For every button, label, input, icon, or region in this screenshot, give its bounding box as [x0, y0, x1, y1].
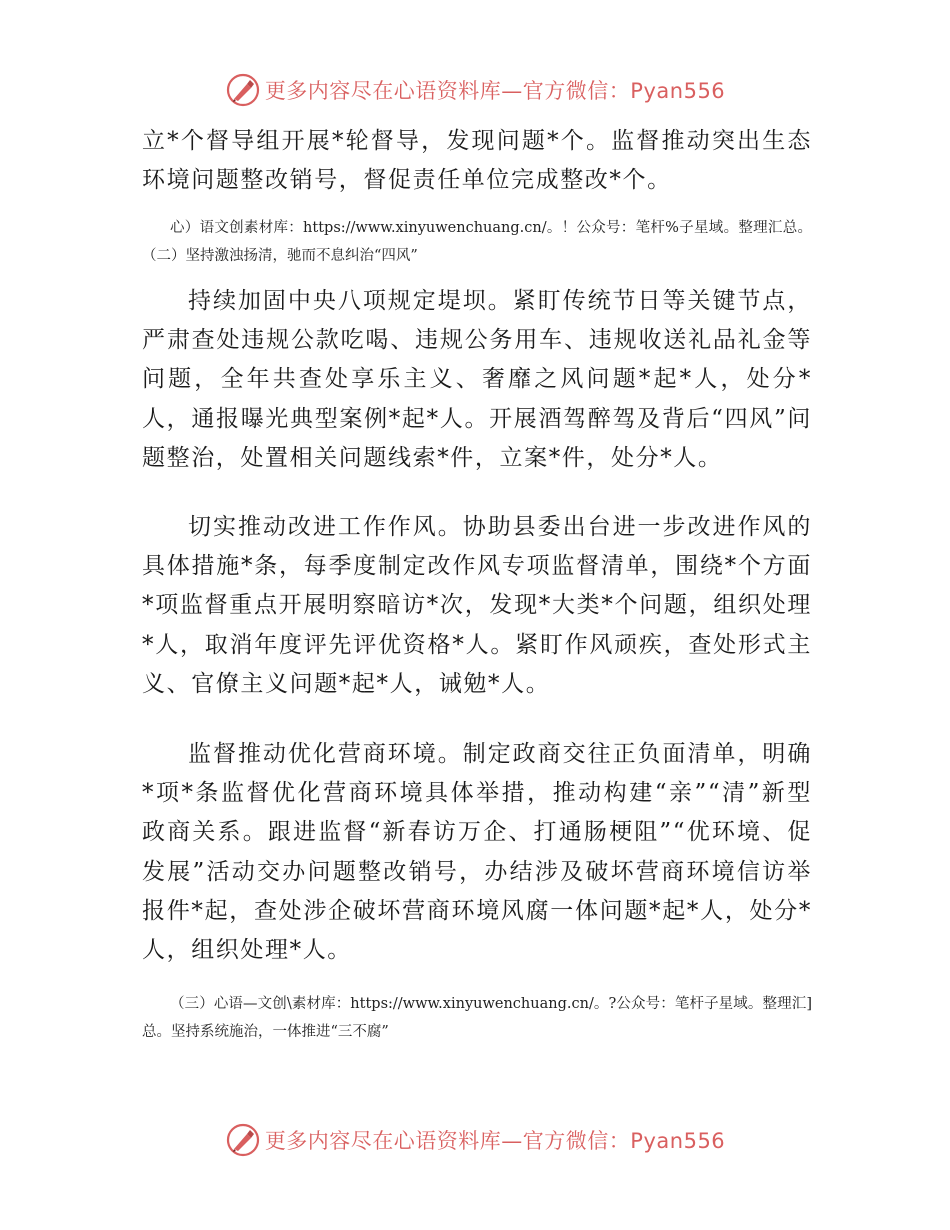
- pen-logo-icon: [225, 1122, 261, 1158]
- header-watermark-text: 更多内容尽在心语资料库—官方微信：Pyan556: [264, 79, 726, 103]
- footer-watermark-text: 更多内容尽在心语资料库—官方微信：Pyan556: [264, 1129, 726, 1153]
- paragraph-continuation: 立*个督导组开展*轮督导，发现问题*个。监督推动突出生态环境问题整改销号，督促责任单位完成整改*个。: [142, 128, 812, 194]
- header-watermark-banner: [0, 68, 950, 112]
- pen-logo-icon: [225, 72, 261, 108]
- paragraph-business-environment: 监督推动优化营商环境。制定政商交往正负面清单，明确*项*条监督优化营商环境具体举措，推动构建“亲”“清”新型政商关系。跟进监督“新春访万企、打通肠梗阻”“优环境、促发展”活动交办问题整改销号，办结涉及破坏营商环境信访举报件*起，查处涉企破坏营商环境风腐一体问题*起*人，处分*人，组织处理*人。: [142, 741, 812, 964]
- paragraph-eight-rules: 持续加固中央八项规定堤坝。紧盯传统节日等关键节点，严肃查处违规公款吃喝、违规公务用车、违规收送礼品礼金等问题，全年共查处享乐主义、奢靡之风问题*起*人，处分*人，通报曝光典型案例*起*人。开展酒驾醉驾及背后“四风”问题整治，处置相关问题线索*件，立案*件，处分*人。: [142, 288, 812, 471]
- paragraph-work-style: 切实推动改进工作作风。协助县委出台进一步改进作风的具体措施*条，每季度制定改作风专项监督清单，围绕*个方面*项监督重点开展明察暗访*次，发现*大类*个问题，组织处理*人，取消年度评先评优资格*人。紧盯作风顽疾，查处形式主义、官僚主义问题*起*人，诫勉*人。: [142, 514, 812, 697]
- watermark-note-section-2: 心）语文创素材库：https://www.xinyuwenchuang.cn/。！公众号：笔杆%子星域。整理汇总。（二）坚持激浊扬清，驰而不息纠治“四风”: [142, 220, 812, 264]
- watermark-note-section-3: （三）心语—文创\素材库：https://www.xinyuwenchuang.cn/。?公众号：笔杆子星域。整理汇]总。坚持系统施治，一体推进“三不腐”: [142, 996, 812, 1040]
- footer-watermark-banner: [0, 1118, 950, 1162]
